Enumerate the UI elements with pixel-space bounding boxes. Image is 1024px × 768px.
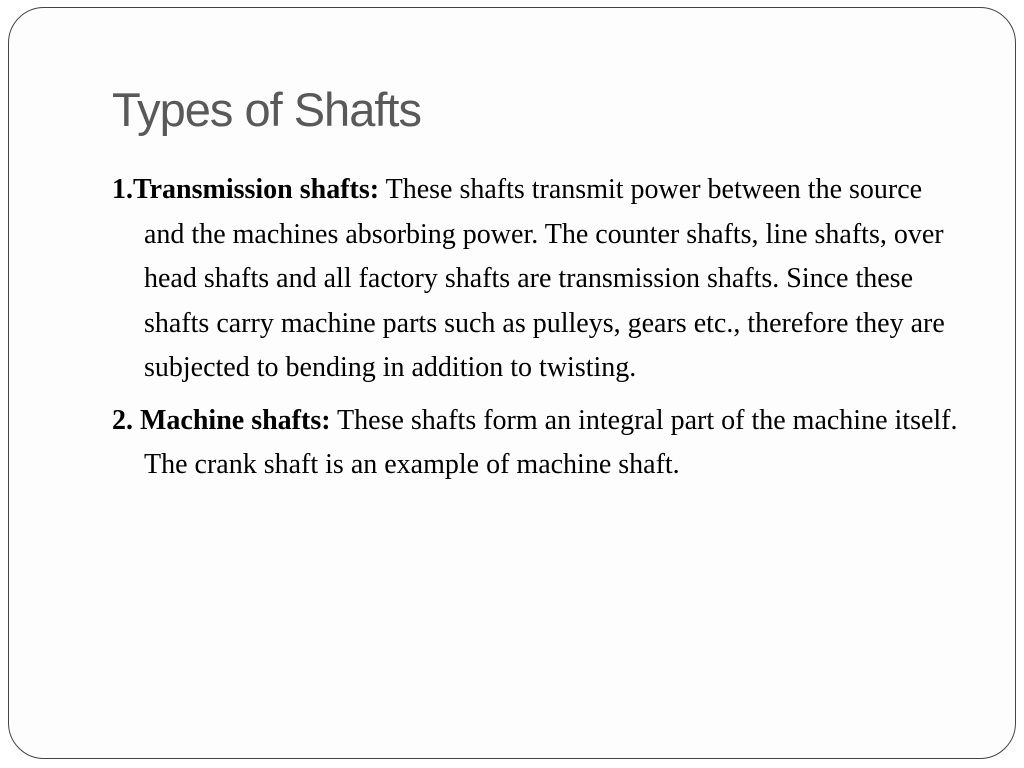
list-item-description: These shafts transmit power between the source and the machines absorbing power. The counter shafts, line shafts, over head shafts and all factory shafts are transmission shafts. Since these shafts carry machine parts such as pulleys, gears etc., therefore they are subjected to bending in addition to twisting.: [144, 174, 945, 383]
list-item-description: These shafts form an integral part of the machine itself. The crank shaft is an example of machine shaft.: [144, 404, 958, 480]
list-item-number: 2.: [112, 404, 133, 436]
content-list: [112, 168, 962, 488]
slide-title: Types of Shafts: [112, 83, 421, 136]
list-item-transmission-shafts: [112, 168, 962, 391]
list-item-machine-shafts: [112, 399, 962, 488]
list-item-term: Machine shafts:: [140, 404, 331, 436]
list-item-number: 1.: [112, 174, 133, 205]
list-item-term: Transmission shafts:: [133, 174, 380, 205]
